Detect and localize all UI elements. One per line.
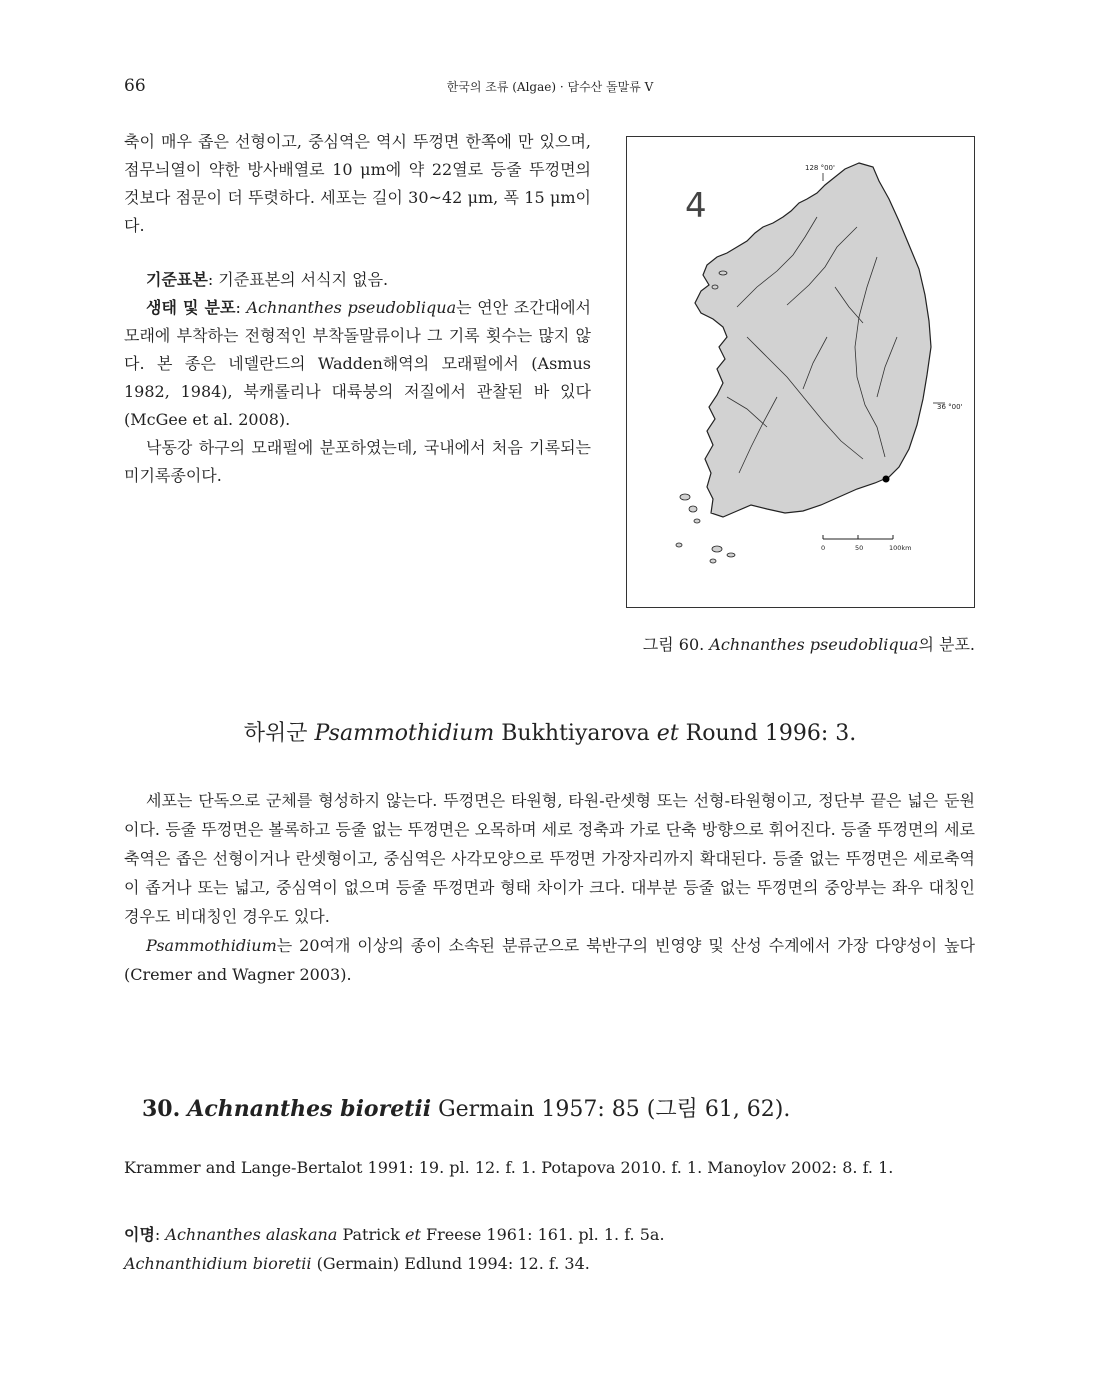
- longitude-label: 128 °00': [805, 164, 835, 172]
- scale-label-0: 0: [821, 544, 826, 552]
- subgroup-prefix: 하위군: [243, 721, 315, 746]
- distribution-paragraph: 낙동강 하구의 모래펄에 분포하였는데, 국내에서 처음 기록되는 미기록종이다.: [124, 438, 591, 485]
- running-header: 한국의 조류 (Algae) · 담수산 돌말류 V: [446, 80, 654, 94]
- synonym-line-1: [124, 1220, 665, 1249]
- scale-label-100: 100km: [889, 544, 912, 552]
- distribution-map: [626, 136, 975, 608]
- synonym-colon: :: [154, 1225, 166, 1244]
- ecology-species-name: Achnanthes pseudobliqua: [246, 298, 457, 317]
- synonym-1-et: et: [404, 1225, 421, 1244]
- left-column-text: [124, 128, 591, 490]
- korea-map-svg: [627, 137, 974, 607]
- subgroup-et: et: [656, 721, 679, 746]
- synonym-1-citation: Freese 1961: 161. pl. 1. f. 5a.: [420, 1225, 665, 1244]
- subgroup-p2-text: 는 20여개 이상의 종이 소속된 분류군으로 북반구의 빈영양 및 산성 수계에서 가장 다양성이 높다 (Cremer and Wagner 2003).: [124, 936, 975, 984]
- description-paragraph: 축이 매우 좁은 선형이고, 중심역은 역시 뚜껑면 한쪽에 만 있으며, 점무늬열이 약한 방사배열로 10 μm에 약 22열로 등줄 뚜껑면의 것보다 점문이 더 뚜렷하다. 세포는 길이 30~42 μm, 폭 15 μm이다.: [124, 132, 591, 235]
- synonym-1-name: Achnanthes alaskana: [165, 1225, 338, 1244]
- species-references: Krammer and Lange-Bertalot 1991: 19. pl. 12. f. 1. Potapova 2010. f. 1. Manoylov 2002: 8. f. 1.: [124, 1158, 894, 1177]
- subgroup-author: Bukhtiyarova: [494, 721, 657, 746]
- map-panel-number: 4: [685, 186, 707, 226]
- ecology-text: 는 연안 조간대에서 모래에 부착하는 전형적인 부착돌말류이나 그 기록 횟수는 많지 않다. 본 종은 네델란드의 Wadden해역의 모래펄에서 (Asmus 1982, 1984), 북캐롤리나 대륙붕의 저질에서 관찰된 바 있다 (McGee et al. 2008).: [124, 298, 591, 429]
- subgroup-paragraph-1: 세포는 단독으로 군체를 형성하지 않는다. 뚜껑면은 타원형, 타원-란셋형 또는 선형-타원형이고, 정단부 끝은 넓은 둔원이다. 등줄 뚜껑면은 볼록하고 등줄 없는 뚜껑면은 오목하며 세로 정축과 가로 단축 방향으로 휘어진다. 등줄 뚜껑면의 세로축역은 좁은 선형이거나 란셋형이고, 중심역은 사각모양으로 뚜껑면 가장자리까지 확대된다. 등줄 없는 뚜껑면은 세로축역이 좁거나 또는 넓고, 중심역이 없으며 등줄 뚜껑면과 형태 차이가 크다. 대부분 등줄 없는 뚜껑면의 중앙부는 좌우 대칭인 경우도 비대칭인 경우도 있다.: [124, 791, 975, 926]
- figure-caption-suffix: 의 분포.: [918, 635, 975, 654]
- synonym-2-citation: (Germain) Edlund 1994: 12. f. 34.: [311, 1254, 590, 1273]
- species-name: Achnanthes bioretii: [187, 1096, 432, 1122]
- figure-caption-prefix: 그림 60.: [642, 635, 710, 654]
- species-number: 30.: [142, 1096, 181, 1122]
- ecology-label: 생태 및 분포: [146, 298, 236, 317]
- subgroup-genus: Psammothidium: [314, 721, 495, 746]
- page-number: 66: [124, 76, 146, 96]
- scale-label-50: 50: [855, 544, 864, 552]
- species-author: Germain 1957: 85 (그림 61, 62).: [431, 1097, 791, 1122]
- scale-bar: [823, 535, 893, 539]
- subgroup-paragraph-2: [124, 931, 975, 989]
- type-specimen-text: : 기준표본의 서식지 없음.: [207, 270, 389, 289]
- synonym-label: 이명: [124, 1225, 155, 1244]
- subgroup-description: [124, 786, 975, 989]
- ecology-paragraph: [124, 294, 591, 434]
- synonym-1-author: Patrick: [337, 1225, 405, 1244]
- type-specimen-paragraph: [124, 266, 591, 294]
- ecology-colon: :: [235, 298, 247, 317]
- subgroup-suffix: Round 1996: 3.: [678, 721, 857, 746]
- latitude-label: 36 °00': [937, 403, 963, 411]
- subgroup-p2-genus: Psammothidium: [146, 936, 277, 955]
- synonym-2-name: Achnanthidium bioretii: [124, 1254, 312, 1273]
- sampling-site-dot: [883, 476, 890, 483]
- figure-caption-species: Achnanthes pseudobliqua: [709, 635, 919, 654]
- type-specimen-label: 기준표본: [146, 270, 208, 289]
- synonyms-block: [124, 1220, 665, 1278]
- species-heading: [142, 1092, 790, 1123]
- synonym-line-2: [124, 1249, 665, 1278]
- subgroup-heading: [0, 716, 1100, 747]
- figure-caption: [626, 632, 975, 655]
